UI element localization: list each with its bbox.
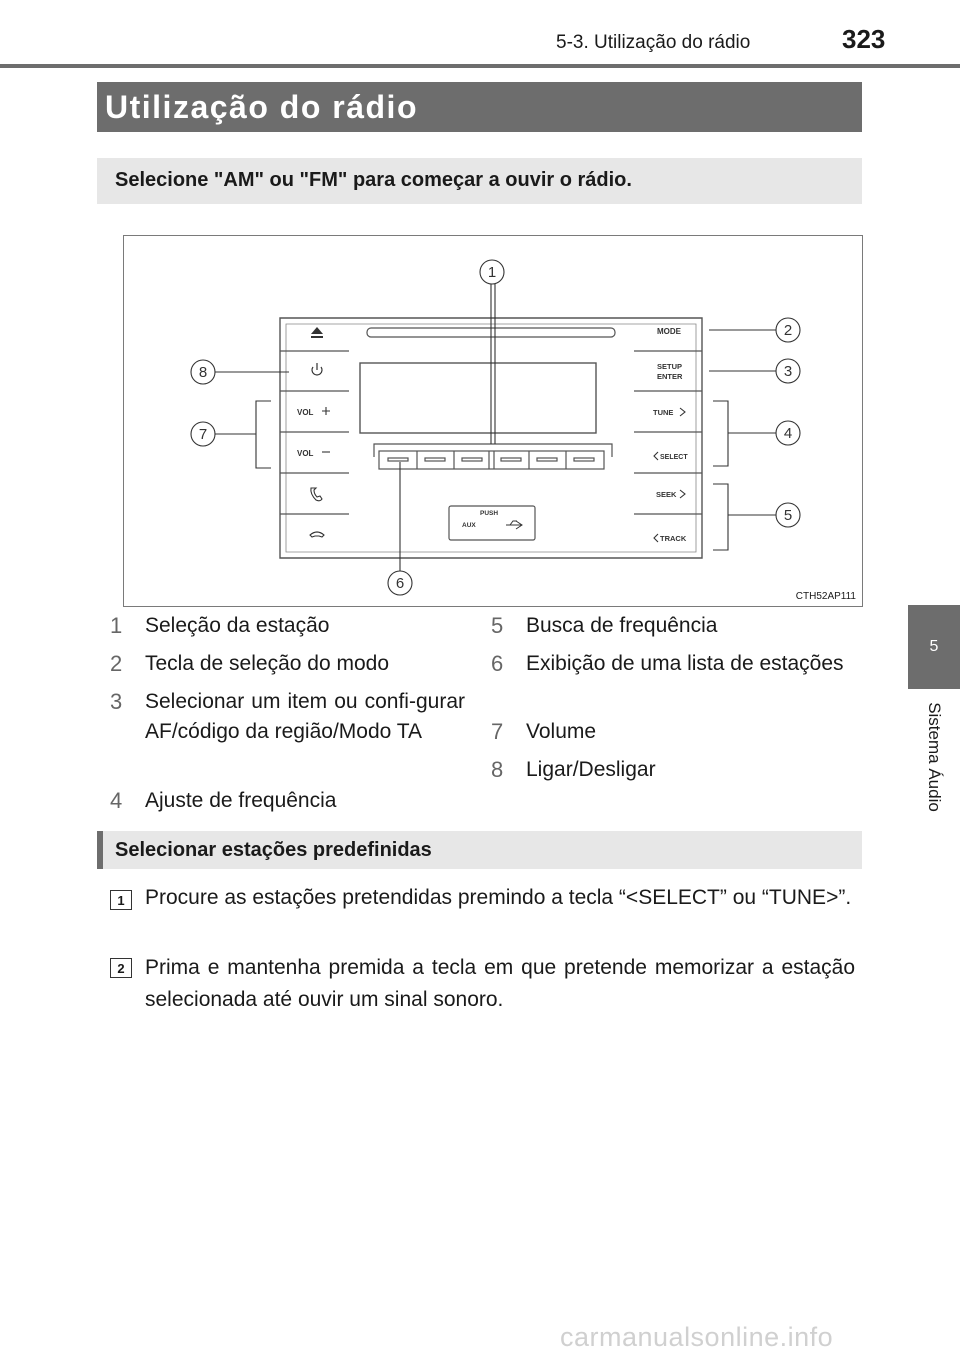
step-text-1: Procure as estações pretendidas premindo a tecla “<SELECT” ou “TUNE>”. (145, 886, 852, 909)
enter-label: ENTER (657, 372, 683, 381)
push-label: PUSH (480, 510, 499, 517)
radio-figure (123, 235, 863, 607)
legend-number-5: 5 (491, 613, 504, 638)
legend-text-8: Ligar/Desligar (526, 758, 656, 781)
svg-text:7: 7 (198, 426, 208, 443)
legend-item-3 (110, 687, 465, 779)
legend-text-3: Selecionar um item ou confi-gurar AF/código da região/Modo TA (145, 690, 465, 743)
seek-chevron-icon (680, 490, 685, 498)
legend-number-6: 6 (491, 651, 504, 676)
svg-text:3: 3 (783, 363, 793, 380)
legend-number-2: 2 (110, 651, 123, 676)
legend-item-2 (110, 649, 465, 679)
phone-icon (311, 488, 322, 501)
legend-text-4: Ajuste de frequência (145, 789, 337, 812)
mode-label: MODE (657, 327, 681, 336)
tune-label: TUNE (653, 408, 674, 417)
legend-text-7: Volume (526, 720, 597, 743)
seek-label: SEEK (656, 490, 677, 499)
step-number-1: 1 (110, 890, 132, 910)
legend-text-2: Tecla de seleção do modo (145, 652, 389, 675)
section-title: Selecionar estações predefinidas (97, 831, 862, 869)
legend-number-7: 7 (491, 719, 504, 744)
display-screen (360, 363, 596, 433)
vol-down-label: VOL (297, 449, 314, 458)
watermark: carmanualsonline.info (560, 1322, 834, 1352)
legend-item-8 (491, 755, 851, 785)
legend-text-5: Busca de frequência (526, 614, 718, 637)
svg-text:5: 5 (783, 507, 793, 524)
svg-text:8: 8 (198, 364, 208, 381)
intro-text: Selecione "AM" ou "FM" para começar a ouvir o rádio. (97, 158, 862, 204)
section-header: 5-3. Utilização do rádio (556, 32, 751, 53)
chapter-label: Sistema Áudio (925, 702, 944, 812)
svg-text:2: 2 (783, 322, 793, 339)
setup-label: SETUP (657, 362, 683, 371)
legend-item-5 (491, 611, 851, 641)
vol-up-label: VOL (297, 408, 314, 417)
page-title: Utilização do rádio (97, 82, 862, 132)
svg-text:1: 1 (487, 264, 497, 281)
usb-icon (506, 521, 522, 529)
svg-text:4: 4 (783, 425, 793, 442)
legend-number-4: 4 (110, 788, 123, 813)
legend-item-6 (491, 649, 851, 711)
chapter-tab[interactable]: 5 (908, 605, 960, 689)
legend-number-1: 1 (110, 613, 123, 638)
step-text-2: Prima e mantenha premida a tecla em que pretende memorizar a estação selecionada até ouvir um sinal sonoro. (145, 956, 855, 1011)
aux-label: AUX (462, 522, 476, 529)
select-label: SELECT (660, 454, 688, 461)
figure-code: CTH52AP111 (795, 591, 856, 602)
select-chevron-icon (654, 452, 658, 460)
legend-item-4 (110, 786, 465, 816)
legend-item-7 (491, 717, 851, 747)
radio-illustration (124, 236, 862, 606)
hangup-icon (310, 532, 324, 537)
page-number: 323 (842, 24, 886, 54)
step-number-2: 2 (110, 958, 132, 978)
legend-text-6: Exibição de uma lista de estações (526, 652, 844, 675)
eject-icon (311, 327, 323, 334)
track-chevron-icon (654, 534, 658, 542)
header-rule (0, 64, 960, 68)
legend-text-1: Seleção da estação (145, 614, 330, 637)
svg-text:6: 6 (395, 575, 405, 592)
track-label: TRACK (660, 534, 687, 543)
callout-lines (214, 284, 776, 571)
preset-buttons (379, 451, 604, 469)
legend-item-1 (110, 611, 465, 641)
legend-number-3: 3 (110, 689, 123, 714)
tune-chevron-icon (680, 408, 685, 416)
legend-number-8: 8 (491, 757, 504, 782)
